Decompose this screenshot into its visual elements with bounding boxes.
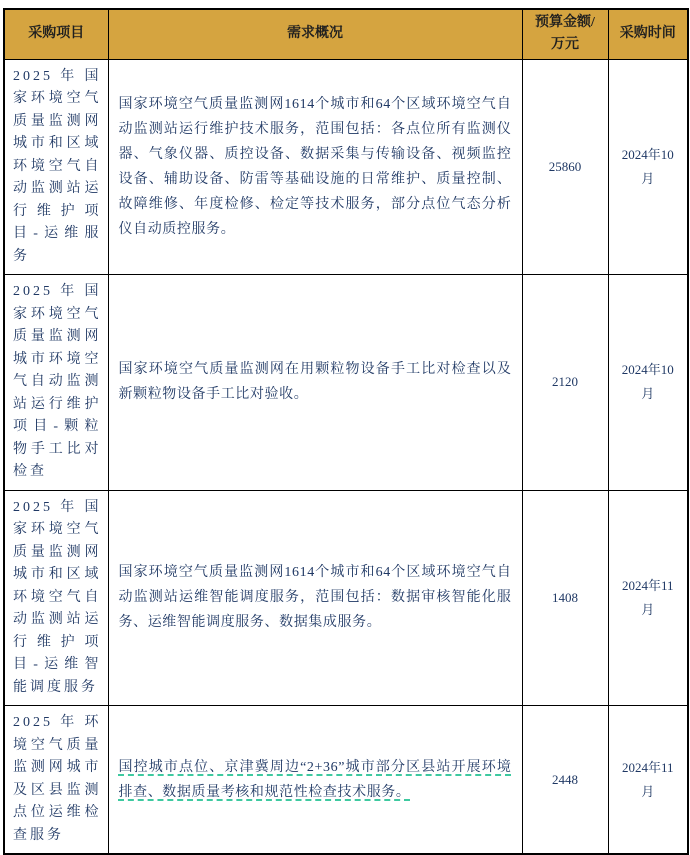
- table-row: [4, 275, 688, 491]
- overview-text: 国家环境空气质量监测网在用颗粒物设备手工比对检查以及新颗粒物设备手工比对验收。: [118, 362, 512, 403]
- overview-cell: [108, 490, 522, 706]
- project-text: 2025年环境空气质量监测网城市及区县监测点位运维检查服务: [13, 715, 102, 843]
- project-text: 2025年国家环境空气质量监测网城市和区域环境空气自动监测站运行维护项目-运维智能调度服务: [13, 499, 102, 695]
- budget-cell: 2120: [522, 275, 608, 491]
- header-project: 采购项目: [4, 9, 108, 59]
- project-cell: [4, 275, 108, 491]
- overview-text-underlined: 国控城市点位、京津冀周边“2+36”城市部分区县站开展环境排查、数据质量考核和规范性检查技术服务。: [118, 759, 512, 800]
- table-row: [4, 59, 688, 275]
- overview-cell: [108, 706, 522, 855]
- project-cell: [4, 706, 108, 855]
- time-cell: 2024年10月: [608, 275, 688, 491]
- budget-cell: 25860: [522, 59, 608, 275]
- project-text: 2025年国家环境空气质量监测网城市环境空气自动监测站运行维护项目-颗粒物手工比对检查: [13, 284, 102, 479]
- table-header-row: [4, 9, 688, 59]
- header-overview: 需求概况: [108, 9, 522, 59]
- header-budget: 预算金额/万元: [522, 9, 608, 59]
- procurement-table: [3, 8, 689, 855]
- budget-cell: 1408: [522, 490, 608, 706]
- time-cell: 2024年10月: [608, 59, 688, 275]
- overview-text: 国家环境空气质量监测网1614个城市和64个区域环境空气自动监测站运维智能调度服务，范围包括：数据审核智能化服务、运维智能调度服务、数据集成服务。: [118, 565, 512, 631]
- overview-text: 国家环境空气质量监测网1614个城市和64个区域环境空气自动监测站运行维护技术服务，范围包括：各点位所有监测仪器、气象仪器、质控设备、数据采集与传输设备、视频监控设备、辅助设备、防雷等基础设施的日常维护、质量控制、故障维修、年度检修、检定等技术服务，部分点位气态分析仪自动质控服务。: [118, 96, 512, 237]
- budget-cell: 2448: [522, 706, 608, 855]
- overview-cell: [108, 59, 522, 275]
- project-text: 2025年国家环境空气质量监测网城市和区域环境空气自动监测站运行维护项目-运维服务: [13, 68, 102, 264]
- project-cell: [4, 490, 108, 706]
- time-cell: 2024年11月: [608, 490, 688, 706]
- table-row: [4, 706, 688, 855]
- overview-cell: [108, 275, 522, 491]
- time-cell: 2024年11月: [608, 706, 688, 855]
- table-row: [4, 490, 688, 706]
- project-cell: [4, 59, 108, 275]
- header-time: 采购时间: [608, 9, 688, 59]
